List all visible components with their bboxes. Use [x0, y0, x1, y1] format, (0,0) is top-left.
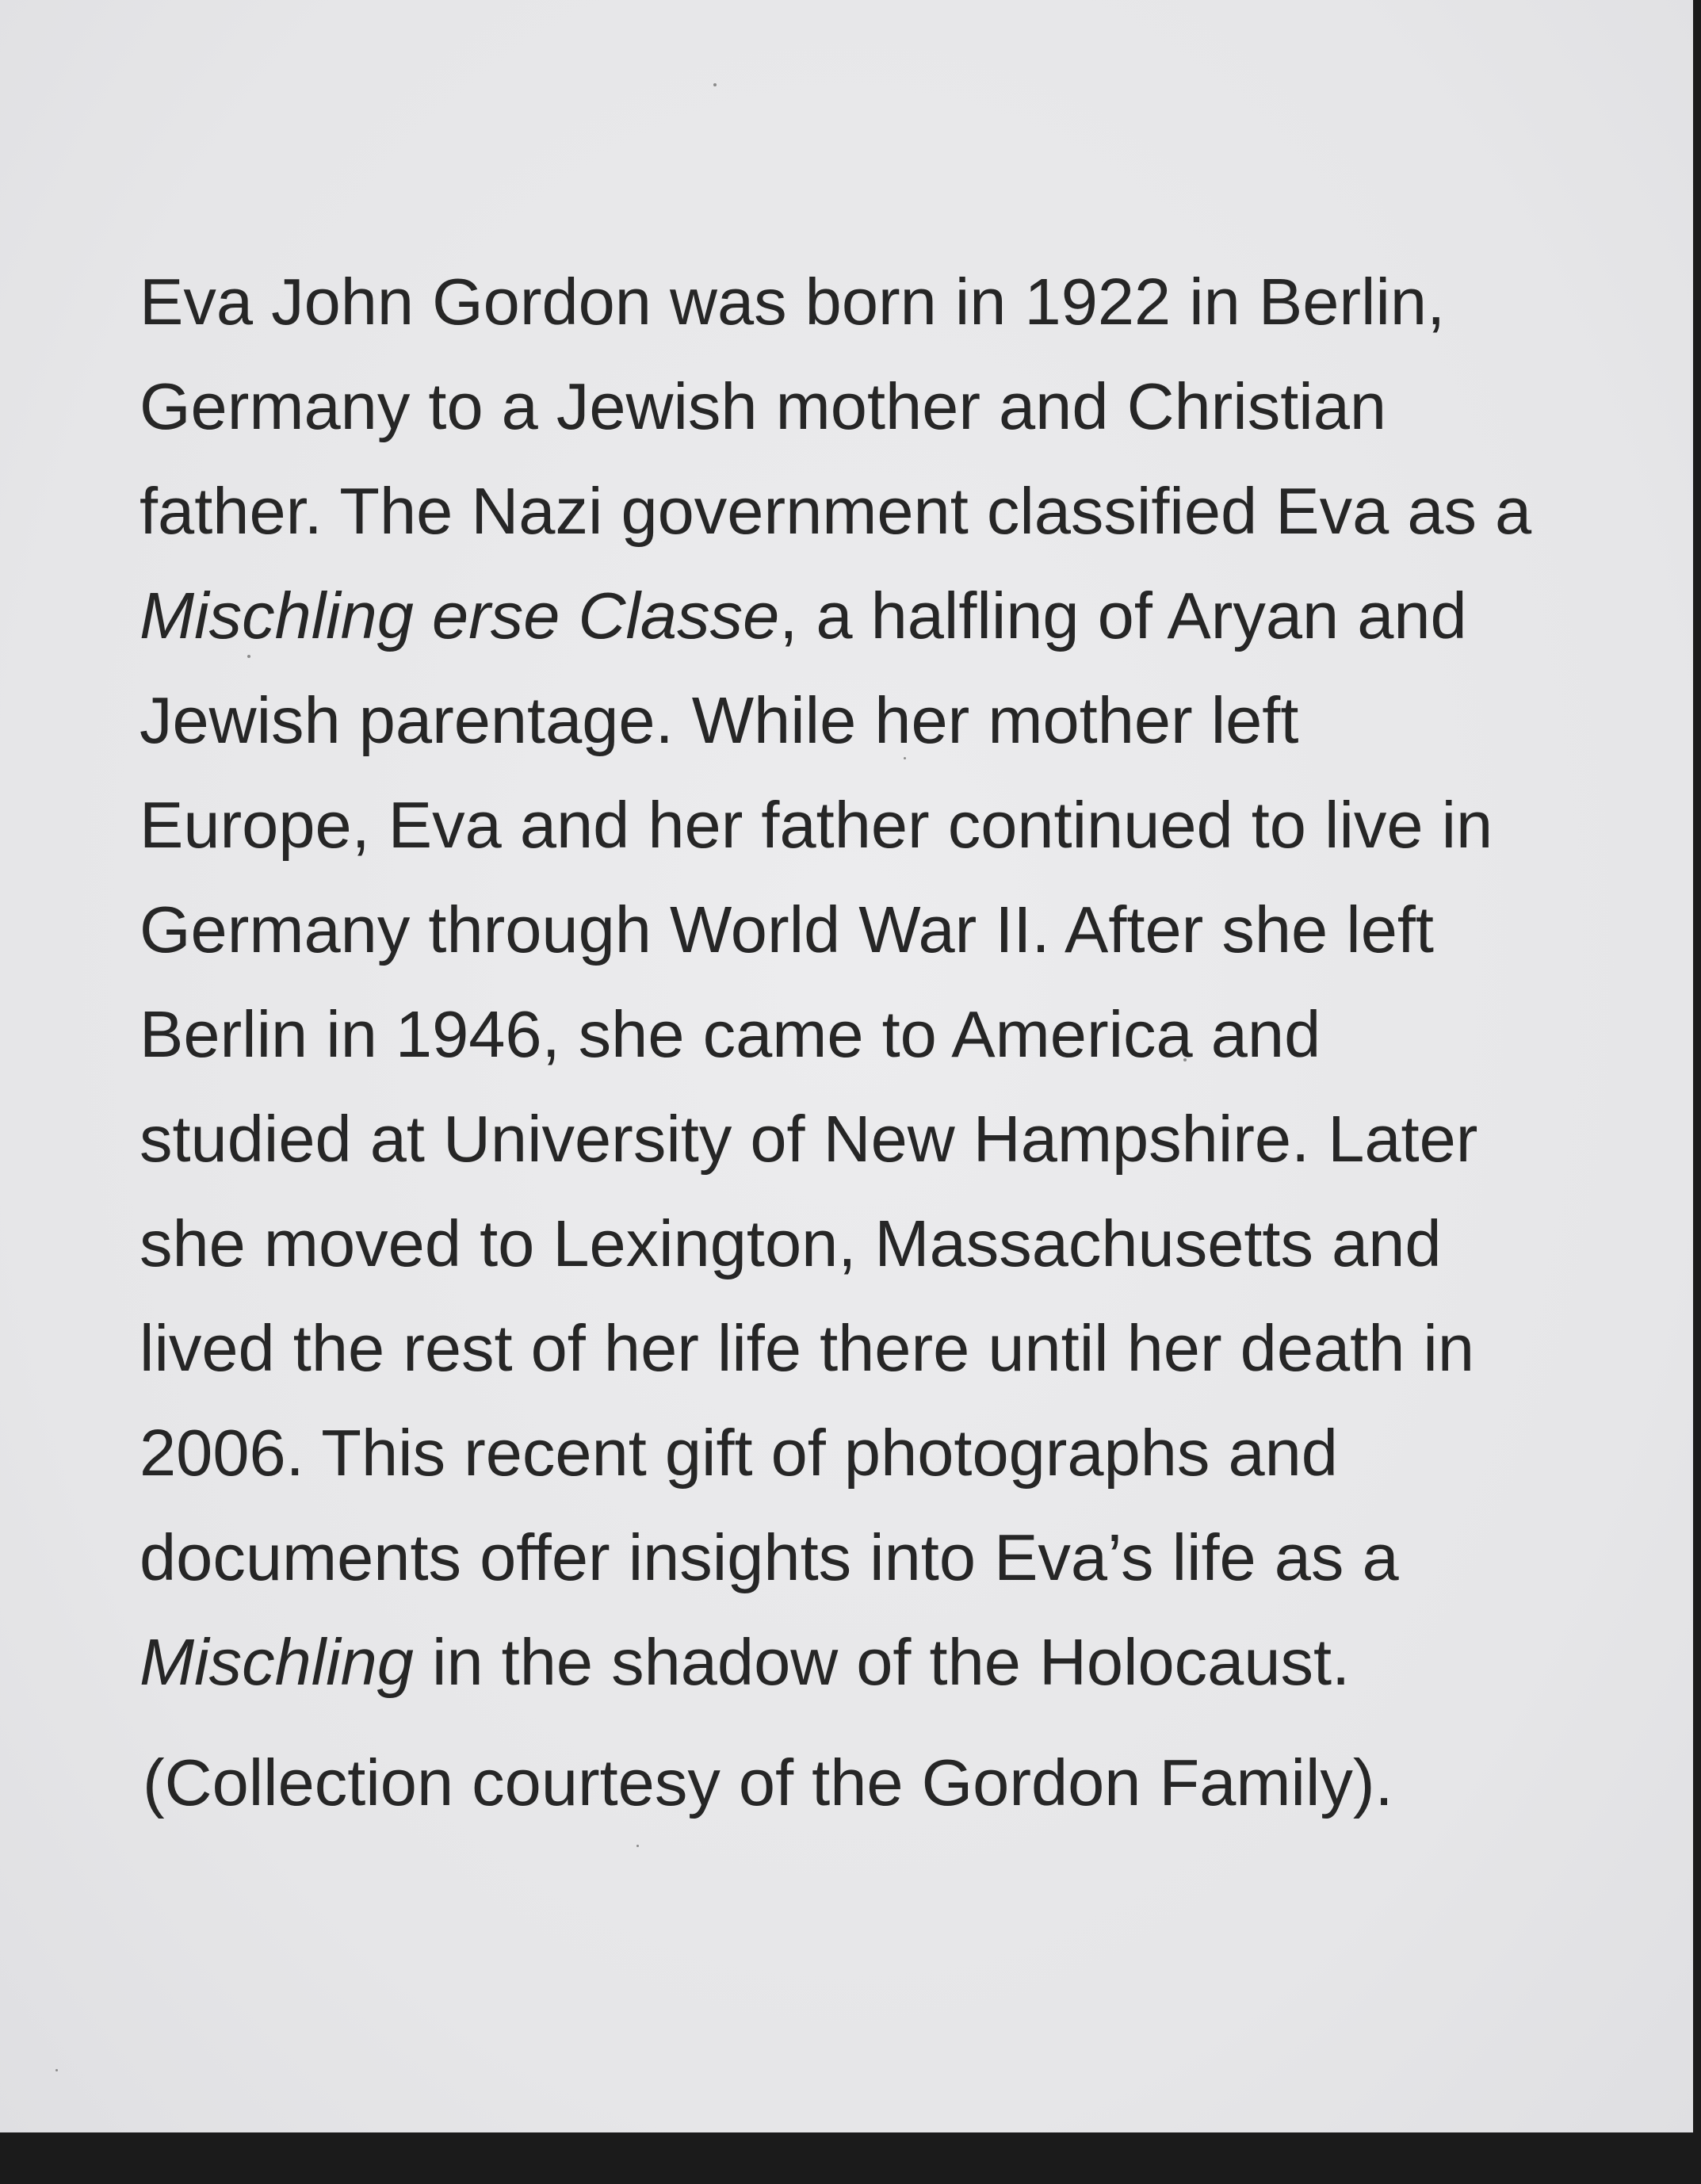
text-run: in the shadow of the Holocaust. — [413, 1625, 1351, 1699]
text-line — [140, 1191, 1677, 1296]
biography-paragraph — [140, 250, 1677, 1715]
text-line — [140, 1087, 1677, 1191]
text-run: documents offer insights into Eva’s life as a — [140, 1520, 1399, 1594]
text-run: Germany through World War II. After she left — [140, 893, 1434, 966]
text-line — [140, 250, 1677, 354]
text-run: lived the rest of her life there until her death in — [140, 1311, 1475, 1385]
text-line — [140, 459, 1677, 564]
text-run: Berlin in 1946, she came to America and — [140, 997, 1321, 1071]
text-run: 2006. This recent gift of photographs and — [140, 1416, 1338, 1490]
text-run: Germany to a Jewish mother and Christian — [140, 369, 1387, 443]
text-run: , a halfling of Aryan and — [779, 579, 1467, 652]
text-run: Europe, Eva and her father continued to live in — [140, 788, 1493, 862]
text-run: she moved to Lexington, Massachusetts and — [140, 1207, 1442, 1280]
text-line — [140, 668, 1677, 773]
text-line — [140, 1401, 1677, 1505]
text-line — [140, 1296, 1677, 1401]
text-run: Eva John Gordon was born in 1922 in Berlin, — [140, 265, 1446, 339]
collection-credit: (Collection courtesy of the Gordon Family). — [143, 1746, 1393, 1819]
text-run: father. The Nazi government classified Eva as a — [140, 474, 1532, 548]
italic-term: Mischling — [140, 1625, 414, 1699]
paper-speck — [713, 83, 717, 86]
text-run: Jewish parentage. While her mother left — [140, 683, 1299, 757]
text-line — [140, 1505, 1677, 1610]
text-line — [140, 773, 1677, 878]
text-line — [140, 982, 1677, 1087]
paper-speck — [55, 2069, 58, 2071]
text-line — [140, 564, 1677, 668]
text-line — [140, 1610, 1677, 1715]
paper-speck — [636, 1845, 639, 1847]
italic-term: Mischling erse Classe — [140, 579, 780, 652]
text-line — [140, 878, 1677, 982]
text-line — [140, 354, 1677, 459]
text-run: studied at University of New Hampshire. Later — [140, 1102, 1478, 1176]
